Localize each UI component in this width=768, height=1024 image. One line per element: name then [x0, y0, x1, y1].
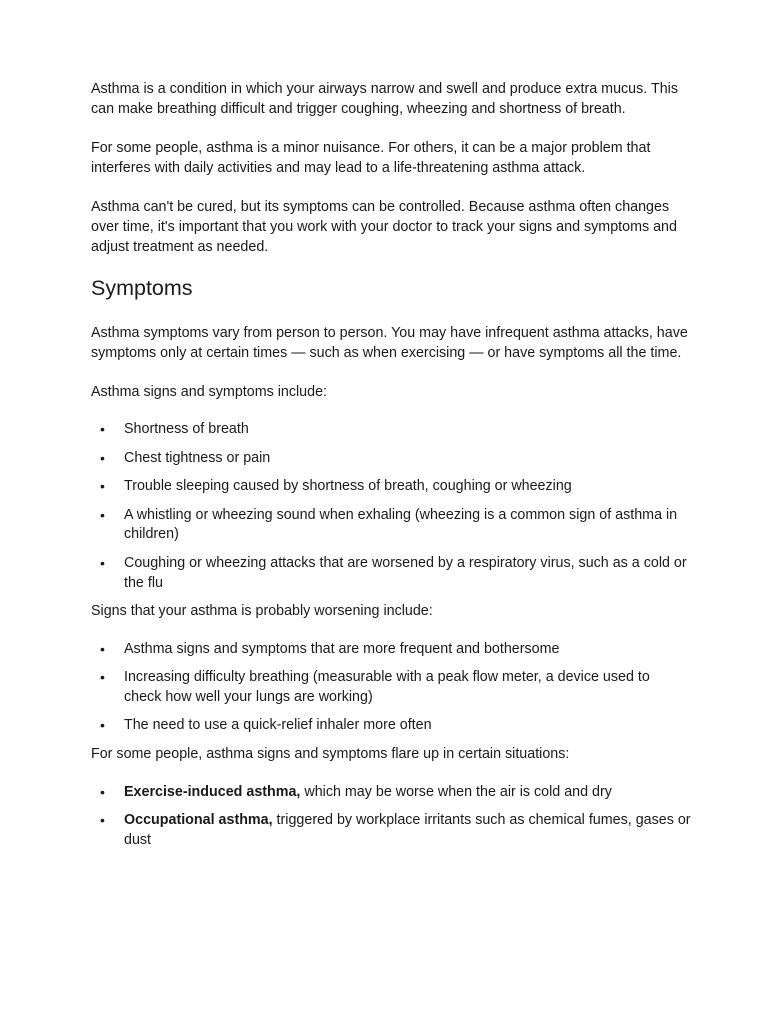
bullet-icon: •: [100, 669, 105, 686]
bullet-icon: •: [100, 506, 105, 523]
list-item: • Occupational asthma, triggered by workplace irritants such as chemical fumes, gases or dust: [100, 812, 691, 848]
symptoms-heading: Symptoms: [91, 276, 193, 301]
list-item: • Asthma signs and symptoms that are more frequent and bothersome: [91, 640, 691, 660]
bullet-icon: •: [100, 783, 105, 800]
situations-list: [91, 783, 691, 851]
list-item: • The need to use a quick-relief inhaler more often: [91, 716, 691, 736]
signs-list: [91, 420, 691, 593]
bullet-icon: •: [100, 478, 105, 495]
bullet-icon: •: [100, 812, 105, 829]
bullet-icon: •: [100, 717, 105, 734]
term-label: Occupational asthma,: [124, 812, 273, 829]
worsening-list: [91, 640, 691, 736]
document-page: [91, 80, 691, 859]
bullet-icon: •: [100, 420, 105, 437]
term-label: Exercise-induced asthma,: [124, 783, 301, 800]
bullet-icon: •: [100, 449, 105, 466]
list-item: • Trouble sleeping caused by shortness of breath, coughing or wheezing: [91, 477, 691, 497]
situations-intro: For some people, asthma signs and symptoms flare up in certain situations:: [91, 746, 570, 763]
intro-paragraph-1: Asthma is a condition in which your airways narrow and swell and produce extra mucus. This can make breathing difficult and trigger coughing, wheezing and shortness of breath.: [91, 81, 678, 117]
list-item: • A whistling or wheezing sound when exhaling (wheezing is a common sign of asthma in children): [100, 506, 678, 543]
signs-intro: Asthma signs and symptoms include:: [91, 384, 328, 401]
bullet-icon: •: [100, 640, 105, 657]
list-item: • Chest tightness or pain: [91, 449, 691, 469]
worsening-intro: Signs that your asthma is probably worsening include:: [91, 603, 433, 620]
list-item: • Exercise-induced asthma, which may be worse when the air is cold and dry: [91, 783, 691, 803]
list-item: • Shortness of breath: [91, 420, 691, 440]
list-item: • Increasing difficulty breathing (measurable with a peak flow meter, a device used to check how well your lungs are working): [100, 669, 650, 705]
intro-paragraph-3: Asthma can't be cured, but its symptoms can be controlled. Because asthma often changes over time, it's important that you work with your doctor to track your signs and symptoms and adjust treatment as needed.: [91, 199, 677, 255]
intro-paragraph-2: For some people, asthma is a minor nuisance. For others, it can be a major problem that interferes with daily activities and may lead to a life-threatening asthma attack.: [91, 140, 651, 176]
bullet-icon: •: [100, 554, 105, 571]
list-item: • Coughing or wheezing attacks that are worsened by a respiratory virus, such as a cold or the flu: [100, 554, 687, 591]
symptoms-paragraph: Asthma symptoms vary from person to person. You may have infrequent asthma attacks, have symptoms only at certain times — such as when exercising — or have symptoms all the time.: [91, 325, 688, 361]
